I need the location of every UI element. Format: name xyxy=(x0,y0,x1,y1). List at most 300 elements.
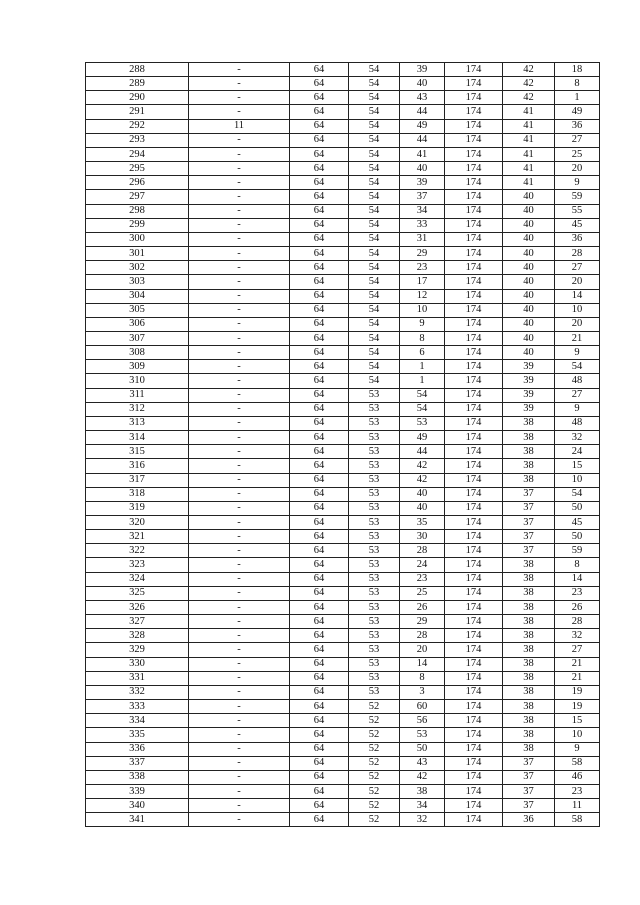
table-row xyxy=(86,162,600,176)
table-cell: 38 xyxy=(503,714,555,728)
table-cell: 325 xyxy=(86,586,189,600)
table-row xyxy=(86,572,600,586)
table-cell: 53 xyxy=(349,501,400,515)
table-cell: 23 xyxy=(555,784,600,798)
table-cell: 42 xyxy=(503,77,555,91)
table-cell: 303 xyxy=(86,275,189,289)
table-cell: 41 xyxy=(503,133,555,147)
table-cell: 53 xyxy=(349,473,400,487)
table-cell: 64 xyxy=(290,459,349,473)
table-cell: 64 xyxy=(290,133,349,147)
table-cell: 64 xyxy=(290,374,349,388)
table-cell: 36 xyxy=(555,232,600,246)
table-cell: 55 xyxy=(555,204,600,218)
table-cell: 174 xyxy=(445,586,503,600)
table-cell: 288 xyxy=(86,63,189,77)
table-cell: 174 xyxy=(445,600,503,614)
table-cell: 54 xyxy=(349,147,400,161)
table-cell: 39 xyxy=(400,176,445,190)
table-cell: 19 xyxy=(555,700,600,714)
table-cell: 174 xyxy=(445,643,503,657)
table-cell: 64 xyxy=(290,742,349,756)
table-cell: 40 xyxy=(503,289,555,303)
table-cell: - xyxy=(189,487,290,501)
table-row xyxy=(86,558,600,572)
table-cell: 174 xyxy=(445,459,503,473)
table-cell: 174 xyxy=(445,204,503,218)
table-cell: 64 xyxy=(290,275,349,289)
table-cell: 37 xyxy=(503,784,555,798)
table-cell: 174 xyxy=(445,516,503,530)
table-cell: 53 xyxy=(349,586,400,600)
table-row xyxy=(86,459,600,473)
table-cell: 174 xyxy=(445,388,503,402)
table-cell: 53 xyxy=(349,558,400,572)
table-cell: 54 xyxy=(349,218,400,232)
table-cell: 64 xyxy=(290,331,349,345)
table-cell: 53 xyxy=(349,629,400,643)
table-cell: 64 xyxy=(290,204,349,218)
table-cell: - xyxy=(189,317,290,331)
table-cell: 38 xyxy=(503,586,555,600)
table-cell: 319 xyxy=(86,501,189,515)
table-cell: 38 xyxy=(503,643,555,657)
table-cell: 174 xyxy=(445,572,503,586)
table-cell: - xyxy=(189,700,290,714)
table-cell: 174 xyxy=(445,346,503,360)
table-cell: 10 xyxy=(555,303,600,317)
table-cell: 322 xyxy=(86,544,189,558)
table-cell: 54 xyxy=(349,360,400,374)
table-cell: 28 xyxy=(555,615,600,629)
table-cell: 52 xyxy=(349,742,400,756)
table-cell: 64 xyxy=(290,247,349,261)
table-row xyxy=(86,317,600,331)
table-cell: - xyxy=(189,742,290,756)
table-row xyxy=(86,190,600,204)
table-cell: 1 xyxy=(400,360,445,374)
table-row xyxy=(86,289,600,303)
table-cell: 30 xyxy=(400,530,445,544)
table-row xyxy=(86,615,600,629)
table-row xyxy=(86,600,600,614)
table-cell: 37 xyxy=(503,544,555,558)
table-cell: 64 xyxy=(290,91,349,105)
data-table xyxy=(85,62,600,827)
table-cell: 38 xyxy=(400,784,445,798)
table-row xyxy=(86,91,600,105)
table-cell: 41 xyxy=(503,176,555,190)
table-cell: - xyxy=(189,303,290,317)
table-cell: - xyxy=(189,784,290,798)
table-cell: 40 xyxy=(503,275,555,289)
table-cell: 27 xyxy=(555,643,600,657)
table-cell: - xyxy=(189,176,290,190)
table-cell: 23 xyxy=(400,261,445,275)
table-cell: 289 xyxy=(86,77,189,91)
table-row xyxy=(86,360,600,374)
table-cell: - xyxy=(189,799,290,813)
table-cell: 309 xyxy=(86,360,189,374)
table-cell: 323 xyxy=(86,558,189,572)
table-cell: 42 xyxy=(503,63,555,77)
table-cell: 174 xyxy=(445,756,503,770)
table-cell: 174 xyxy=(445,360,503,374)
table-cell: 64 xyxy=(290,657,349,671)
table-cell: 174 xyxy=(445,218,503,232)
table-cell: 42 xyxy=(400,770,445,784)
table-cell: 54 xyxy=(349,204,400,218)
table-cell: 32 xyxy=(555,431,600,445)
table-cell: 15 xyxy=(555,714,600,728)
table-cell: 3 xyxy=(400,685,445,699)
table-cell: 174 xyxy=(445,558,503,572)
table-cell: 52 xyxy=(349,770,400,784)
table-cell: - xyxy=(189,360,290,374)
table-cell: 36 xyxy=(555,119,600,133)
table-row xyxy=(86,742,600,756)
table-cell: 37 xyxy=(400,190,445,204)
table-cell: 174 xyxy=(445,331,503,345)
table-cell: 54 xyxy=(349,105,400,119)
table-cell: 40 xyxy=(503,204,555,218)
table-cell: 10 xyxy=(555,728,600,742)
table-row xyxy=(86,586,600,600)
table-cell: 174 xyxy=(445,374,503,388)
table-cell: 18 xyxy=(555,63,600,77)
table-cell: 53 xyxy=(349,431,400,445)
table-cell: - xyxy=(189,586,290,600)
table-cell: 39 xyxy=(503,360,555,374)
table-cell: 38 xyxy=(503,445,555,459)
table-cell: 49 xyxy=(400,119,445,133)
table-cell: 38 xyxy=(503,657,555,671)
table-cell: - xyxy=(189,289,290,303)
table-cell: 43 xyxy=(400,91,445,105)
table-row xyxy=(86,247,600,261)
table-cell: 40 xyxy=(400,487,445,501)
table-cell: 64 xyxy=(290,700,349,714)
table-cell: 64 xyxy=(290,643,349,657)
table-cell: 174 xyxy=(445,501,503,515)
table-cell: 54 xyxy=(555,360,600,374)
table-cell: 53 xyxy=(349,388,400,402)
table-cell: 64 xyxy=(290,360,349,374)
table-cell: 27 xyxy=(555,261,600,275)
table-cell: 64 xyxy=(290,629,349,643)
table-cell: 52 xyxy=(349,813,400,827)
table-cell: 37 xyxy=(503,516,555,530)
table-row xyxy=(86,445,600,459)
table-cell: - xyxy=(189,600,290,614)
table-cell: - xyxy=(189,629,290,643)
table-cell: 174 xyxy=(445,303,503,317)
table-cell: 40 xyxy=(503,303,555,317)
table-cell: 174 xyxy=(445,133,503,147)
table-cell: 54 xyxy=(349,119,400,133)
table-cell: 305 xyxy=(86,303,189,317)
table-cell: - xyxy=(189,91,290,105)
table-row xyxy=(86,105,600,119)
table-cell: 50 xyxy=(555,501,600,515)
table-cell: 64 xyxy=(290,176,349,190)
table-row xyxy=(86,261,600,275)
table-cell: 174 xyxy=(445,190,503,204)
table-cell: 174 xyxy=(445,742,503,756)
table-cell: 10 xyxy=(400,303,445,317)
table-cell: - xyxy=(189,247,290,261)
table-row xyxy=(86,416,600,430)
table-cell: 27 xyxy=(555,388,600,402)
table-cell: 9 xyxy=(555,402,600,416)
table-cell: 40 xyxy=(503,261,555,275)
table-row xyxy=(86,402,600,416)
table-cell: - xyxy=(189,728,290,742)
table-cell: 20 xyxy=(555,162,600,176)
table-row xyxy=(86,657,600,671)
table-cell: 64 xyxy=(290,416,349,430)
table-cell: 341 xyxy=(86,813,189,827)
table-cell: 174 xyxy=(445,147,503,161)
table-cell: 54 xyxy=(349,190,400,204)
table-cell: 302 xyxy=(86,261,189,275)
table-cell: 174 xyxy=(445,275,503,289)
table-cell: 59 xyxy=(555,190,600,204)
table-cell: 174 xyxy=(445,289,503,303)
table-cell: 21 xyxy=(555,331,600,345)
table-cell: 174 xyxy=(445,799,503,813)
table-cell: 54 xyxy=(349,317,400,331)
table-cell: 29 xyxy=(400,247,445,261)
table-cell: 42 xyxy=(503,91,555,105)
table-row xyxy=(86,232,600,246)
table-cell: 64 xyxy=(290,586,349,600)
table-cell: - xyxy=(189,218,290,232)
table-cell: 332 xyxy=(86,685,189,699)
table-cell: - xyxy=(189,530,290,544)
table-cell: 8 xyxy=(400,671,445,685)
table-cell: 53 xyxy=(349,615,400,629)
table-cell: 292 xyxy=(86,119,189,133)
table-cell: 174 xyxy=(445,445,503,459)
table-cell: 327 xyxy=(86,615,189,629)
table-cell: 49 xyxy=(555,105,600,119)
table-cell: 336 xyxy=(86,742,189,756)
table-row xyxy=(86,685,600,699)
table-cell: - xyxy=(189,685,290,699)
table-cell: 44 xyxy=(400,105,445,119)
table-cell: 32 xyxy=(400,813,445,827)
table-cell: 329 xyxy=(86,643,189,657)
table-cell: 58 xyxy=(555,813,600,827)
table-cell: 26 xyxy=(400,600,445,614)
table-cell: 306 xyxy=(86,317,189,331)
table-cell: 53 xyxy=(400,728,445,742)
table-cell: 38 xyxy=(503,431,555,445)
table-cell: 17 xyxy=(400,275,445,289)
table-cell: - xyxy=(189,431,290,445)
table-cell: 23 xyxy=(400,572,445,586)
table-cell: 54 xyxy=(400,402,445,416)
table-cell: - xyxy=(189,402,290,416)
table-cell: 1 xyxy=(555,91,600,105)
table-cell: 64 xyxy=(290,402,349,416)
table-cell: 58 xyxy=(555,756,600,770)
table-cell: 174 xyxy=(445,431,503,445)
table-cell: 20 xyxy=(555,275,600,289)
table-cell: 64 xyxy=(290,119,349,133)
table-cell: 64 xyxy=(290,63,349,77)
table-cell: 25 xyxy=(555,147,600,161)
table-cell: 294 xyxy=(86,147,189,161)
table-cell: 335 xyxy=(86,728,189,742)
table-cell: 40 xyxy=(400,77,445,91)
table-cell: 23 xyxy=(555,586,600,600)
table-cell: 19 xyxy=(555,685,600,699)
table-cell: 53 xyxy=(349,671,400,685)
table-cell: 54 xyxy=(400,388,445,402)
table-cell: 11 xyxy=(189,119,290,133)
table-cell: 64 xyxy=(290,799,349,813)
table-cell: 37 xyxy=(503,501,555,515)
table-cell: 52 xyxy=(349,714,400,728)
table-row xyxy=(86,530,600,544)
table-cell: 64 xyxy=(290,770,349,784)
table-cell: - xyxy=(189,473,290,487)
table-row xyxy=(86,218,600,232)
table-cell: 174 xyxy=(445,615,503,629)
table-cell: 8 xyxy=(400,331,445,345)
table-cell: - xyxy=(189,770,290,784)
table-cell: 174 xyxy=(445,700,503,714)
table-cell: 300 xyxy=(86,232,189,246)
table-cell: 46 xyxy=(555,770,600,784)
table-cell: 174 xyxy=(445,91,503,105)
table-cell: 53 xyxy=(349,487,400,501)
table-cell: 174 xyxy=(445,530,503,544)
table-cell: - xyxy=(189,331,290,345)
table-cell: 9 xyxy=(555,346,600,360)
table-cell: - xyxy=(189,77,290,91)
table-cell: 174 xyxy=(445,119,503,133)
table-cell: 54 xyxy=(349,303,400,317)
table-cell: - xyxy=(189,133,290,147)
table-cell: 36 xyxy=(503,813,555,827)
table-cell: 53 xyxy=(349,416,400,430)
table-cell: 9 xyxy=(555,176,600,190)
table-cell: 38 xyxy=(503,416,555,430)
table-cell: 34 xyxy=(400,204,445,218)
table-cell: - xyxy=(189,643,290,657)
table-cell: 54 xyxy=(349,275,400,289)
table-cell: 64 xyxy=(290,473,349,487)
table-cell: 21 xyxy=(555,657,600,671)
table-row xyxy=(86,700,600,714)
table-cell: 38 xyxy=(503,685,555,699)
table-cell: 31 xyxy=(400,232,445,246)
table-cell: 59 xyxy=(555,544,600,558)
table-cell: 53 xyxy=(349,530,400,544)
table-cell: 26 xyxy=(555,600,600,614)
table-cell: 307 xyxy=(86,331,189,345)
table-cell: 21 xyxy=(555,671,600,685)
table-cell: 298 xyxy=(86,204,189,218)
table-cell: 15 xyxy=(555,459,600,473)
table-cell: 37 xyxy=(503,770,555,784)
table-cell: 53 xyxy=(349,643,400,657)
table-cell: 8 xyxy=(555,77,600,91)
table-cell: 64 xyxy=(290,813,349,827)
table-cell: 52 xyxy=(349,700,400,714)
table-cell: 53 xyxy=(349,516,400,530)
table-cell: 64 xyxy=(290,232,349,246)
table-cell: 50 xyxy=(555,530,600,544)
table-cell: 53 xyxy=(349,600,400,614)
table-cell: 1 xyxy=(400,374,445,388)
table-cell: 64 xyxy=(290,218,349,232)
table-cell: 174 xyxy=(445,247,503,261)
table-cell: - xyxy=(189,756,290,770)
table-row xyxy=(86,813,600,827)
table-cell: 339 xyxy=(86,784,189,798)
table-cell: 40 xyxy=(503,346,555,360)
table-cell: 174 xyxy=(445,714,503,728)
table-cell: 53 xyxy=(349,445,400,459)
table-cell: - xyxy=(189,615,290,629)
table-cell: 64 xyxy=(290,190,349,204)
table-cell: - xyxy=(189,501,290,515)
table-cell: 11 xyxy=(555,799,600,813)
table-row xyxy=(86,77,600,91)
table-row xyxy=(86,303,600,317)
table-cell: 14 xyxy=(555,572,600,586)
table-row xyxy=(86,770,600,784)
table-cell: 48 xyxy=(555,374,600,388)
table-cell: 338 xyxy=(86,770,189,784)
table-row xyxy=(86,119,600,133)
table-cell: 53 xyxy=(349,459,400,473)
table-cell: 64 xyxy=(290,756,349,770)
table-cell: 174 xyxy=(445,402,503,416)
table-cell: 330 xyxy=(86,657,189,671)
table-cell: 290 xyxy=(86,91,189,105)
table-cell: 53 xyxy=(349,544,400,558)
table-cell: - xyxy=(189,516,290,530)
table-cell: 64 xyxy=(290,516,349,530)
table-cell: 20 xyxy=(555,317,600,331)
table-cell: 54 xyxy=(349,374,400,388)
table-cell: 41 xyxy=(400,147,445,161)
table-cell: 64 xyxy=(290,261,349,275)
table-cell: - xyxy=(189,657,290,671)
table-row xyxy=(86,784,600,798)
table-cell: 174 xyxy=(445,813,503,827)
table-cell: 54 xyxy=(349,133,400,147)
table-cell: 174 xyxy=(445,671,503,685)
table-cell: 54 xyxy=(555,487,600,501)
table-cell: 174 xyxy=(445,77,503,91)
table-cell: 8 xyxy=(555,558,600,572)
table-cell: 64 xyxy=(290,714,349,728)
table-cell: 313 xyxy=(86,416,189,430)
table-cell: 293 xyxy=(86,133,189,147)
table-cell: - xyxy=(189,714,290,728)
table-cell: 39 xyxy=(400,63,445,77)
table-row xyxy=(86,331,600,345)
table-row xyxy=(86,487,600,501)
table-cell: 64 xyxy=(290,784,349,798)
table-cell: 40 xyxy=(400,501,445,515)
